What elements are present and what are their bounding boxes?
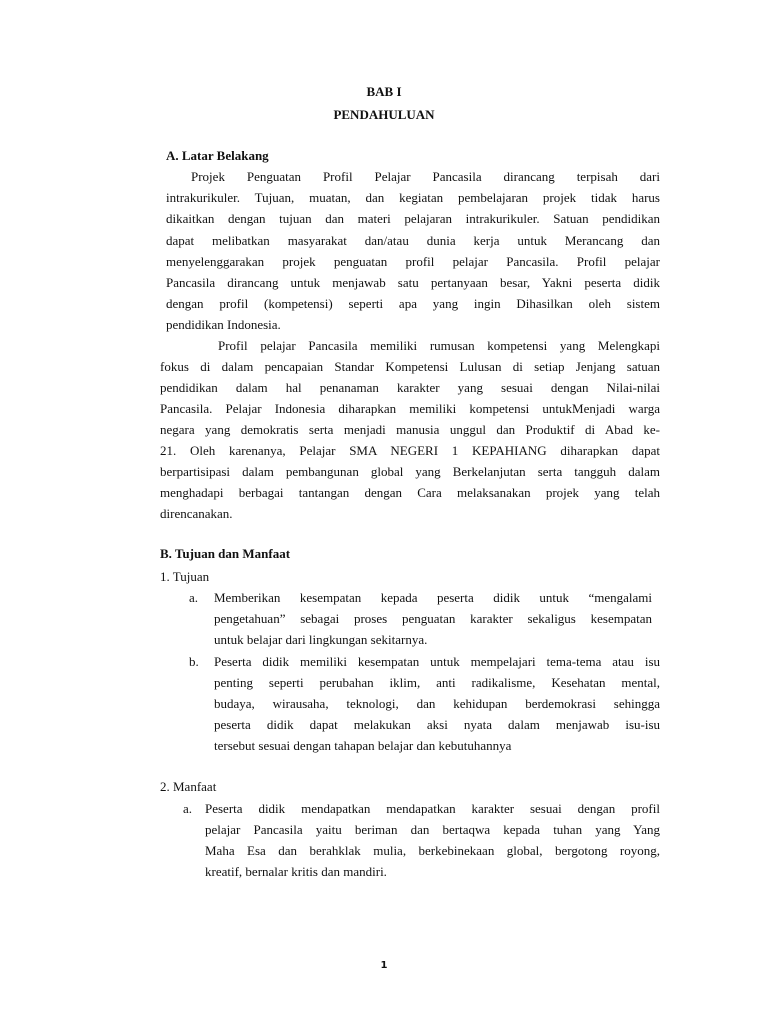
paragraph-line: dikaitkan dengan tujuan dan materi pelajaran intrakurikuler. Satuan pendidikan (166, 211, 660, 226)
paragraph-line: Profil pelajar Pancasila memiliki rumusan kompetensi yang Melengkapi (218, 338, 660, 353)
paragraph-line: negara yang demokratis serta menjadi manusia unggul dan Produktif di Abad ke- (160, 422, 660, 437)
paragraph-line: Projek Penguatan Profil Pelajar Pancasila dirancang terpisah dari (191, 169, 660, 184)
list-item-line: Maha Esa dan berahklak mulia, berkebinekaan global, bergotong royong, (205, 843, 660, 858)
section-a-heading: A. Latar Belakang (166, 148, 269, 163)
list-marker: a. (183, 801, 193, 816)
list-item-line: peserta didik dapat melakukan aksi nyata dalam menjawab isu-isu (214, 717, 660, 732)
list-item-line: Peserta didik memiliki kesempatan untuk mempelajari tema-tema atau isu (214, 654, 660, 669)
paragraph-line: Pancasila. Pelajar Indonesia diharapkan memiliki kompetensi untukMenjadi warga (160, 401, 660, 416)
paragraph-line: direncanakan. (160, 506, 233, 521)
paragraph-line: dengan profil (kompetensi) seperti apa yang ingin Dihasilkan oleh sistem (166, 296, 660, 311)
paragraph-line: berpartisipasi dalam pembangunan global yang Berkelanjutan serta tangguh dalam (160, 464, 660, 479)
paragraph-line: menyelenggarakan projek penguatan profil pelajar Pancasila. Profil pelajar (166, 254, 660, 269)
paragraph-line: 21. Oleh karenanya, Pelajar SMA NEGERI 1 KEPAHIANG diharapkan dapat (160, 443, 660, 458)
paragraph-line: menghadapi berbagai tantangan dengan Cara melaksanakan projek yang telah (160, 485, 660, 500)
list-item-line: tersebut sesuai dengan tahapan belajar dan kebutuhannya (214, 738, 512, 753)
paragraph-line: intrakurikuler. Tujuan, muatan, dan kegiatan pembelajaran projek tidak harus (166, 190, 660, 205)
chapter-title: BAB I (366, 84, 402, 99)
paragraph-line: dapat melibatkan masyarakat dan/atau dunia kerja untuk Merancang dan (166, 233, 660, 248)
list-item-line: penting seperti perubahan iklim, anti radikalisme, Kesehatan mental, (214, 675, 660, 690)
list-item-line: kreatif, bernalar kritis dan mandiri. (205, 864, 387, 879)
list-marker: a. (189, 590, 199, 605)
list-item-line: pelajar Pancasila yaitu beriman dan bertaqwa kepada tuhan yang Yang (205, 822, 660, 837)
paragraph-line: fokus di dalam pencapaian Standar Kompetensi Lulusan di setiap Jenjang satuan (160, 359, 660, 374)
list-item-line: budaya, wirausaha, teknologi, dan kehidupan berdemokrasi sehingga (214, 696, 660, 711)
list-item-line: pengetahuan” sebagai proses penguatan karakter sekaligus kesempatan (214, 611, 652, 626)
chapter-subtitle: PENDAHULUAN (333, 107, 435, 122)
paragraph-line: pendidikan dalam hal penanaman karakter yang sesuai dengan Nilai-nilai (160, 380, 660, 395)
list-item-line: untuk belajar dari lingkungan sekitarnya. (214, 632, 428, 647)
tujuan-label: 1. Tujuan (160, 569, 210, 584)
list-item-line: Memberikan kesempatan kepada peserta didik untuk “mengalami (214, 590, 652, 605)
paragraph-line: pendidikan Indonesia. (166, 317, 281, 332)
page-number: 1 (380, 960, 388, 971)
manfaat-label: 2. Manfaat (160, 779, 217, 794)
list-marker: b. (189, 654, 199, 669)
section-b-heading: B. Tujuan dan Manfaat (160, 546, 291, 561)
paragraph-line: Pancasila dirancang untuk menjawab satu pertanyaan besar, Yakni peserta didik (166, 275, 660, 290)
list-item-line: Peserta didik mendapatkan mendapatkan karakter sesuai dengan profil (205, 801, 660, 816)
